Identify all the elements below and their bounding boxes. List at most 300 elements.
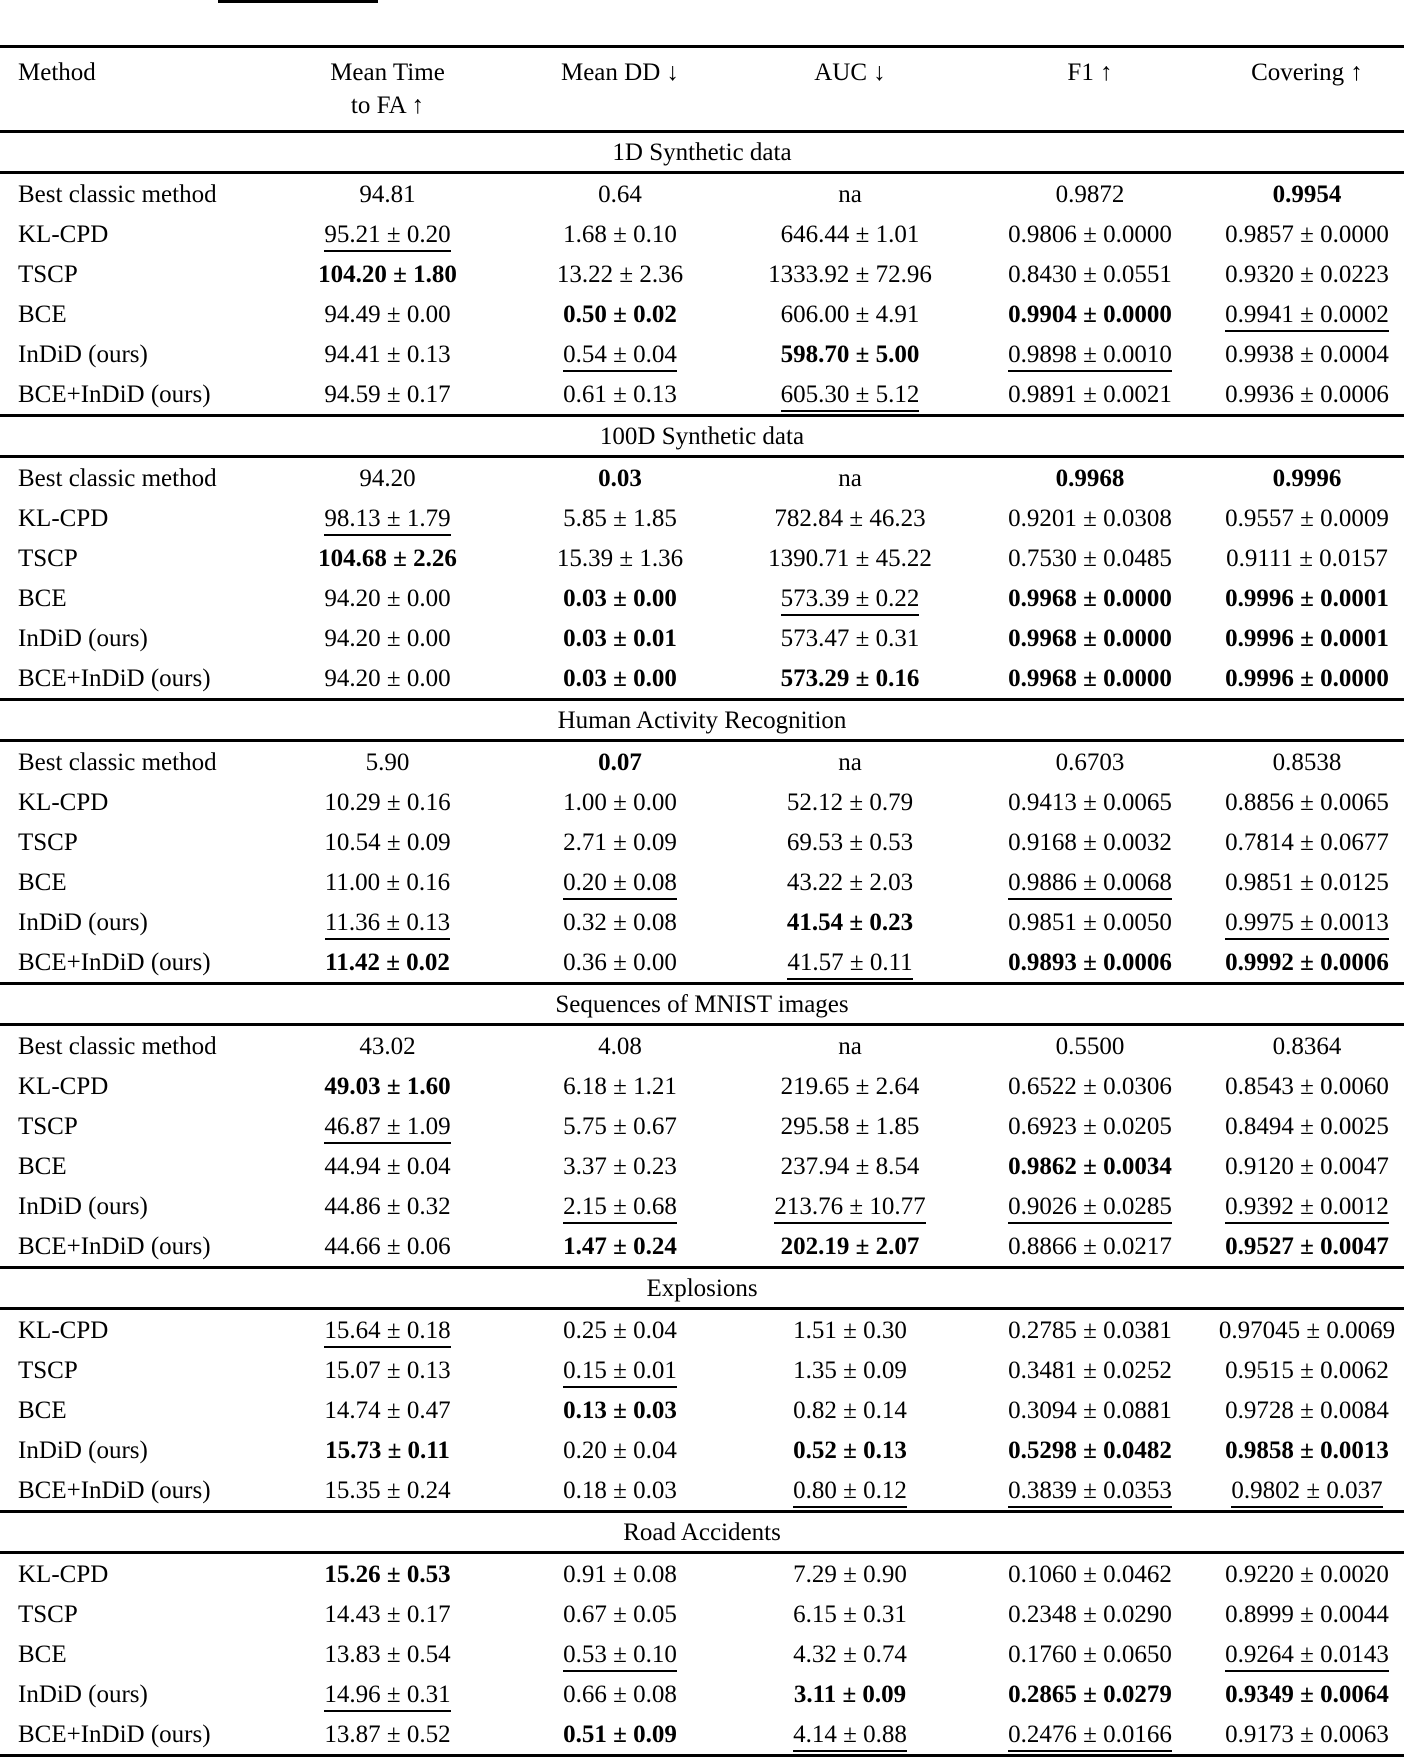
metric-cell xyxy=(510,1594,730,1634)
method-cell: BCE+InDiD (ours) xyxy=(18,1476,211,1504)
metric-value: 44.94 ± 0.04 xyxy=(324,1152,451,1180)
metric-value: 1333.92 ± 72.96 xyxy=(768,260,932,288)
metric-value: 52.12 ± 0.79 xyxy=(786,788,914,816)
metric-value: na xyxy=(838,748,862,776)
metric-cell xyxy=(970,538,1210,578)
metric-cell xyxy=(510,1066,730,1106)
metric-cell xyxy=(510,457,730,499)
metric-cell xyxy=(265,862,510,902)
metric-cell xyxy=(1210,1309,1404,1351)
section-title: Sequences of MNIST images xyxy=(0,984,1404,1025)
metric-cell xyxy=(730,538,970,578)
metric-cell xyxy=(1210,902,1404,942)
method-cell: TSCP xyxy=(18,1600,78,1628)
table-row xyxy=(0,1025,1404,1067)
metric-cell xyxy=(970,1025,1210,1067)
section-title: Human Activity Recognition xyxy=(0,700,1404,741)
metric-value: 0.15 ± 0.01 xyxy=(563,1357,677,1388)
section-row xyxy=(0,132,1404,173)
metric-cell xyxy=(1210,538,1404,578)
table-row xyxy=(0,1714,1404,1756)
metric-cell xyxy=(970,1390,1210,1430)
method-cell: TSCP xyxy=(18,1356,78,1384)
metric-cell xyxy=(1210,1066,1404,1106)
metric-cell xyxy=(970,1674,1210,1714)
metric-value: 0.80 ± 0.12 xyxy=(793,1477,907,1508)
metric-value: 14.43 ± 0.17 xyxy=(324,1600,451,1628)
metric-value: 0.8494 ± 0.0025 xyxy=(1225,1112,1389,1140)
metric-cell xyxy=(730,1390,970,1430)
metric-value: 14.96 ± 0.31 xyxy=(324,1681,450,1712)
cropped-caption-underline xyxy=(218,0,378,3)
metric-value: 0.07 xyxy=(598,748,642,776)
metric-value: 0.91 ± 0.08 xyxy=(563,1560,677,1588)
metric-cell xyxy=(730,214,970,254)
metric-value: 0.9938 ± 0.0004 xyxy=(1225,340,1389,368)
metric-value: 0.9975 ± 0.0013 xyxy=(1225,909,1389,940)
metric-cell xyxy=(265,658,510,700)
section-title: 1D Synthetic data xyxy=(0,132,1404,173)
col-header-mean-time-to-fa xyxy=(265,47,510,132)
metric-value: 15.39 ± 1.36 xyxy=(556,544,684,572)
table-row xyxy=(0,578,1404,618)
metric-value: 11.42 ± 0.02 xyxy=(325,948,450,976)
metric-value: 0.9872 xyxy=(1055,180,1125,208)
metric-value: 0.9996 xyxy=(1272,464,1342,492)
table-row xyxy=(0,658,1404,700)
metric-cell xyxy=(510,862,730,902)
metric-cell xyxy=(970,1553,1210,1595)
col-header-covering xyxy=(1210,47,1404,132)
metric-cell xyxy=(730,334,970,374)
metric-cell xyxy=(970,902,1210,942)
metric-cell xyxy=(730,374,970,416)
metric-cell xyxy=(510,578,730,618)
metric-cell xyxy=(1210,1025,1404,1067)
metric-value: 0.25 ± 0.04 xyxy=(563,1316,677,1344)
metric-value: 11.36 ± 0.13 xyxy=(325,909,450,940)
metric-value: 104.20 ± 1.80 xyxy=(318,260,457,288)
metric-cell xyxy=(510,1674,730,1714)
metric-cell xyxy=(510,1390,730,1430)
method-cell: InDiD (ours) xyxy=(18,624,148,652)
method-cell: TSCP xyxy=(18,1112,78,1140)
metric-cell xyxy=(970,862,1210,902)
metric-cell xyxy=(970,498,1210,538)
metric-cell xyxy=(730,741,970,783)
metric-value: 0.32 ± 0.08 xyxy=(563,908,677,936)
table-row xyxy=(0,1674,1404,1714)
metric-value: 0.2348 ± 0.0290 xyxy=(1008,1600,1172,1628)
metric-value: 0.53 ± 0.10 xyxy=(563,1641,677,1672)
metric-cell xyxy=(730,173,970,215)
section-title: Road Accidents xyxy=(0,1512,1404,1553)
metric-cell xyxy=(970,942,1210,984)
metric-value: 0.9893 ± 0.0006 xyxy=(1008,948,1172,976)
method-cell: BCE xyxy=(18,1152,67,1180)
metric-cell xyxy=(970,1309,1210,1351)
metric-value: 0.9851 ± 0.0050 xyxy=(1008,908,1172,936)
metric-value: 1.68 ± 0.10 xyxy=(563,220,677,248)
metric-cell xyxy=(265,942,510,984)
col-header-method xyxy=(0,47,265,132)
metric-cell xyxy=(970,1634,1210,1674)
table-row xyxy=(0,254,1404,294)
metric-cell xyxy=(265,374,510,416)
method-cell: BCE xyxy=(18,584,67,612)
metric-cell xyxy=(970,822,1210,862)
metric-value: 0.64 xyxy=(598,180,642,208)
metric-value: 1.35 ± 0.09 xyxy=(793,1356,907,1384)
metric-value: 0.36 ± 0.00 xyxy=(563,948,677,976)
method-cell: BCE+InDiD (ours) xyxy=(18,1720,211,1748)
metric-cell xyxy=(510,1146,730,1186)
metric-cell xyxy=(1210,658,1404,700)
metric-value: 0.9996 ± 0.0001 xyxy=(1225,584,1389,612)
metric-value: 0.9413 ± 0.0065 xyxy=(1008,788,1172,816)
metric-cell xyxy=(510,498,730,538)
method-cell: Best classic method xyxy=(18,748,217,776)
metric-value: 0.8538 xyxy=(1272,748,1342,776)
metric-value: 69.53 ± 0.53 xyxy=(786,828,914,856)
metric-cell xyxy=(510,1186,730,1226)
metric-value: 237.94 ± 8.54 xyxy=(780,1152,920,1180)
metric-cell xyxy=(970,214,1210,254)
metric-value: 0.9349 ± 0.0064 xyxy=(1225,1680,1389,1708)
metric-value: 0.03 ± 0.01 xyxy=(563,624,677,652)
metric-cell xyxy=(510,173,730,215)
metric-cell xyxy=(265,1553,510,1595)
metric-value: 4.14 ± 0.88 xyxy=(793,1721,907,1752)
header-row xyxy=(0,47,1404,132)
metric-cell xyxy=(1210,1594,1404,1634)
metric-cell xyxy=(265,1470,510,1512)
method-cell: InDiD (ours) xyxy=(18,1192,148,1220)
metric-cell xyxy=(970,334,1210,374)
metric-cell xyxy=(730,457,970,499)
metric-cell xyxy=(1210,374,1404,416)
metric-cell xyxy=(265,1430,510,1470)
metric-cell xyxy=(265,1309,510,1351)
table-row xyxy=(0,1634,1404,1674)
metric-value: 0.03 xyxy=(598,464,642,492)
metric-cell xyxy=(510,374,730,416)
metric-cell xyxy=(510,822,730,862)
method-cell: TSCP xyxy=(18,544,78,572)
metric-value: 0.20 ± 0.04 xyxy=(563,1436,677,1464)
metric-value: 0.8364 xyxy=(1272,1032,1342,1060)
metric-cell xyxy=(730,1066,970,1106)
metric-cell xyxy=(265,1390,510,1430)
col-header-label: AUC ↓ xyxy=(814,59,886,86)
metric-cell xyxy=(265,1350,510,1390)
method-cell: KL-CPD xyxy=(18,1560,109,1588)
table-row xyxy=(0,1553,1404,1595)
metric-cell xyxy=(265,578,510,618)
metric-cell xyxy=(970,1350,1210,1390)
metric-value: 46.87 ± 1.09 xyxy=(324,1113,450,1144)
table-row xyxy=(0,1186,1404,1226)
method-cell: BCE+InDiD (ours) xyxy=(18,1232,211,1260)
metric-value: 5.85 ± 1.85 xyxy=(563,504,677,532)
metric-cell xyxy=(265,294,510,334)
metric-value: 5.75 ± 0.67 xyxy=(563,1112,677,1140)
metric-cell xyxy=(510,1309,730,1351)
metric-value: 0.8430 ± 0.0551 xyxy=(1008,260,1172,288)
metric-value: 0.2476 ± 0.0166 xyxy=(1008,1721,1172,1752)
metric-value: 0.03 ± 0.00 xyxy=(563,664,677,692)
metric-value: 15.07 ± 0.13 xyxy=(324,1356,451,1384)
metric-value: 41.54 ± 0.23 xyxy=(786,908,914,936)
metric-cell xyxy=(730,1226,970,1268)
table-row xyxy=(0,1146,1404,1186)
table-row xyxy=(0,741,1404,783)
metric-cell xyxy=(970,741,1210,783)
metric-cell xyxy=(1210,1146,1404,1186)
metric-cell xyxy=(265,1106,510,1146)
method-cell: BCE+InDiD (ours) xyxy=(18,948,211,976)
metric-value: 605.30 ± 5.12 xyxy=(781,381,920,412)
metric-cell xyxy=(265,214,510,254)
metric-value: 94.81 xyxy=(359,180,416,208)
metric-cell xyxy=(970,1430,1210,1470)
metric-value: 0.6522 ± 0.0306 xyxy=(1008,1072,1172,1100)
table-row xyxy=(0,618,1404,658)
metric-value: 219.65 ± 2.64 xyxy=(780,1072,920,1100)
metric-value: 0.7530 ± 0.0485 xyxy=(1008,544,1172,572)
results-table xyxy=(0,45,1404,1757)
metric-cell xyxy=(730,1106,970,1146)
col-header-label: Covering ↑ xyxy=(1251,59,1363,86)
table-row xyxy=(0,822,1404,862)
metric-cell xyxy=(265,1634,510,1674)
metric-cell xyxy=(510,1634,730,1674)
metric-value: 0.2865 ± 0.0279 xyxy=(1008,1680,1172,1708)
metric-cell xyxy=(730,1350,970,1390)
metric-value: 0.9111 ± 0.0157 xyxy=(1226,544,1388,572)
method-cell: Best classic method xyxy=(18,1032,217,1060)
method-cell: BCE xyxy=(18,1640,67,1668)
col-header-label-line2: to FA ↑ xyxy=(350,92,425,119)
section-row xyxy=(0,1268,1404,1309)
section-title: 100D Synthetic data xyxy=(0,416,1404,457)
method-cell: KL-CPD xyxy=(18,1072,109,1100)
metric-cell xyxy=(1210,1553,1404,1595)
metric-cell xyxy=(1210,1106,1404,1146)
metric-cell xyxy=(510,1106,730,1146)
metric-cell xyxy=(730,1146,970,1186)
metric-value: 782.84 ± 46.23 xyxy=(774,504,926,532)
metric-value: na xyxy=(838,464,862,492)
method-cell: InDiD (ours) xyxy=(18,908,148,936)
metric-cell xyxy=(730,822,970,862)
method-cell: BCE xyxy=(18,868,67,896)
col-header-label: Method xyxy=(18,59,96,86)
metric-value: 0.8866 ± 0.0217 xyxy=(1008,1232,1172,1260)
metric-cell xyxy=(1210,254,1404,294)
metric-value: 15.64 ± 0.18 xyxy=(324,1317,450,1348)
metric-value: 573.39 ± 0.22 xyxy=(781,585,920,616)
metric-value: 94.20 xyxy=(359,464,416,492)
metric-value: 0.5298 ± 0.0482 xyxy=(1008,1436,1172,1464)
metric-value: 0.2785 ± 0.0381 xyxy=(1008,1316,1172,1344)
col-header-mean-dd xyxy=(510,47,730,132)
metric-cell xyxy=(730,658,970,700)
metric-value: 6.15 ± 0.31 xyxy=(793,1600,907,1628)
metric-value: 44.66 ± 0.06 xyxy=(324,1232,451,1260)
metric-cell xyxy=(730,1470,970,1512)
metric-cell xyxy=(510,1714,730,1756)
metric-value: 0.82 ± 0.14 xyxy=(793,1396,907,1424)
method-cell: Best classic method xyxy=(18,180,217,208)
metric-value: 0.9862 ± 0.0034 xyxy=(1008,1152,1172,1180)
metric-value: 2.71 ± 0.09 xyxy=(563,828,677,856)
metric-value: 13.83 ± 0.54 xyxy=(324,1640,451,1668)
metric-value: 0.50 ± 0.02 xyxy=(563,300,677,328)
metric-value: 6.18 ± 1.21 xyxy=(563,1072,677,1100)
metric-cell xyxy=(1210,1186,1404,1226)
metric-value: 94.41 ± 0.13 xyxy=(324,340,451,368)
method-cell: KL-CPD xyxy=(18,220,109,248)
col-header-label: F1 ↑ xyxy=(1067,59,1113,86)
metric-cell xyxy=(510,782,730,822)
metric-value: 0.54 ± 0.04 xyxy=(563,341,677,372)
metric-cell xyxy=(510,1350,730,1390)
metric-value: 15.35 ± 0.24 xyxy=(324,1476,451,1504)
metric-value: 1.47 ± 0.24 xyxy=(563,1232,677,1260)
metric-cell xyxy=(1210,741,1404,783)
metric-value: 94.59 ± 0.17 xyxy=(324,380,451,408)
metric-cell xyxy=(265,538,510,578)
metric-cell xyxy=(1210,862,1404,902)
metric-value: 0.52 ± 0.13 xyxy=(793,1436,907,1464)
metric-cell xyxy=(730,1025,970,1067)
metric-cell xyxy=(265,1025,510,1067)
method-cell: KL-CPD xyxy=(18,788,109,816)
metric-value: 13.87 ± 0.52 xyxy=(324,1720,451,1748)
metric-value: 0.9320 ± 0.0223 xyxy=(1225,260,1389,288)
metric-cell xyxy=(510,214,730,254)
metric-cell xyxy=(1210,214,1404,254)
metric-cell xyxy=(1210,782,1404,822)
metric-value: 0.66 ± 0.08 xyxy=(563,1680,677,1708)
metric-value: 0.9954 xyxy=(1272,180,1342,208)
metric-value: 0.6923 ± 0.0205 xyxy=(1008,1112,1172,1140)
metric-cell xyxy=(510,1553,730,1595)
metric-cell xyxy=(970,254,1210,294)
metric-cell xyxy=(510,1470,730,1512)
table-row xyxy=(0,942,1404,984)
metric-value: 0.9968 ± 0.0000 xyxy=(1008,624,1172,652)
metric-value: 0.9851 ± 0.0125 xyxy=(1225,868,1389,896)
metric-cell xyxy=(970,457,1210,499)
metric-cell xyxy=(730,1714,970,1756)
metric-cell xyxy=(265,173,510,215)
metric-cell xyxy=(730,1594,970,1634)
metric-value: 0.3839 ± 0.0353 xyxy=(1008,1477,1172,1508)
metric-value: 1390.71 ± 45.22 xyxy=(768,544,932,572)
metric-cell xyxy=(970,173,1210,215)
metric-cell xyxy=(730,294,970,334)
metric-cell xyxy=(265,1186,510,1226)
table-row xyxy=(0,1350,1404,1390)
metric-value: 0.97045 ± 0.0069 xyxy=(1218,1316,1396,1344)
section-row xyxy=(0,700,1404,741)
metric-value: 0.9968 ± 0.0000 xyxy=(1008,664,1172,692)
metric-cell xyxy=(1210,173,1404,215)
metric-value: 0.9891 ± 0.0021 xyxy=(1008,380,1172,408)
metric-value: 10.29 ± 0.16 xyxy=(324,788,451,816)
section-row xyxy=(0,984,1404,1025)
metric-cell xyxy=(1210,1470,1404,1512)
metric-value: 0.9026 ± 0.0285 xyxy=(1008,1193,1172,1224)
metric-cell xyxy=(1210,294,1404,334)
metric-value: 94.20 ± 0.00 xyxy=(324,584,451,612)
metric-value: 7.29 ± 0.90 xyxy=(793,1560,907,1588)
metric-cell xyxy=(510,618,730,658)
metric-value: 13.22 ± 2.36 xyxy=(556,260,684,288)
table-row xyxy=(0,1066,1404,1106)
metric-value: 0.3094 ± 0.0881 xyxy=(1008,1396,1172,1424)
metric-value: 606.00 ± 4.91 xyxy=(780,300,920,328)
method-cell: Best classic method xyxy=(18,464,217,492)
metric-value: 0.9996 ± 0.0000 xyxy=(1225,664,1389,692)
metric-value: 49.03 ± 1.60 xyxy=(324,1072,451,1100)
metric-value: 0.9806 ± 0.0000 xyxy=(1008,220,1172,248)
metric-value: 0.9898 ± 0.0010 xyxy=(1008,341,1172,372)
table-row xyxy=(0,538,1404,578)
metric-value: 1.00 ± 0.00 xyxy=(563,788,677,816)
metric-cell xyxy=(730,1634,970,1674)
metric-cell xyxy=(970,1470,1210,1512)
section-row xyxy=(0,1512,1404,1553)
method-cell: TSCP xyxy=(18,260,78,288)
section-title: Explosions xyxy=(0,1268,1404,1309)
metric-value: 0.8856 ± 0.0065 xyxy=(1225,788,1389,816)
metric-cell xyxy=(1210,498,1404,538)
metric-cell xyxy=(1210,578,1404,618)
metric-value: 0.20 ± 0.08 xyxy=(563,869,677,900)
metric-value: 5.90 xyxy=(365,748,410,776)
metric-value: 295.58 ± 1.85 xyxy=(780,1112,920,1140)
metric-value: 202.19 ± 2.07 xyxy=(780,1232,920,1260)
method-cell: InDiD (ours) xyxy=(18,1436,148,1464)
metric-cell xyxy=(970,1186,1210,1226)
metric-value: 4.08 xyxy=(598,1032,642,1060)
metric-cell xyxy=(1210,457,1404,499)
metric-value: 0.9527 ± 0.0047 xyxy=(1225,1232,1389,1260)
metric-value: 0.8543 ± 0.0060 xyxy=(1225,1072,1389,1100)
metric-cell xyxy=(970,1146,1210,1186)
table-row xyxy=(0,862,1404,902)
metric-value: 573.47 ± 0.31 xyxy=(780,624,920,652)
metric-value: 0.9802 ± 0.037 xyxy=(1231,1477,1382,1508)
metric-value: 3.11 ± 0.09 xyxy=(793,1680,907,1708)
method-cell: TSCP xyxy=(18,828,78,856)
metric-cell xyxy=(265,782,510,822)
metric-cell xyxy=(730,862,970,902)
metric-cell xyxy=(265,1066,510,1106)
metric-value: 0.9557 ± 0.0009 xyxy=(1225,504,1389,532)
metric-cell xyxy=(1210,1390,1404,1430)
table-row xyxy=(0,1106,1404,1146)
metric-value: 0.9857 ± 0.0000 xyxy=(1225,220,1389,248)
metric-value: 0.03 ± 0.00 xyxy=(563,584,677,612)
method-cell: BCE+InDiD (ours) xyxy=(18,380,211,408)
metric-value: 41.57 ± 0.11 xyxy=(787,949,912,980)
metric-value: 0.9858 ± 0.0013 xyxy=(1225,1436,1389,1464)
metric-value: 0.5500 xyxy=(1055,1032,1125,1060)
